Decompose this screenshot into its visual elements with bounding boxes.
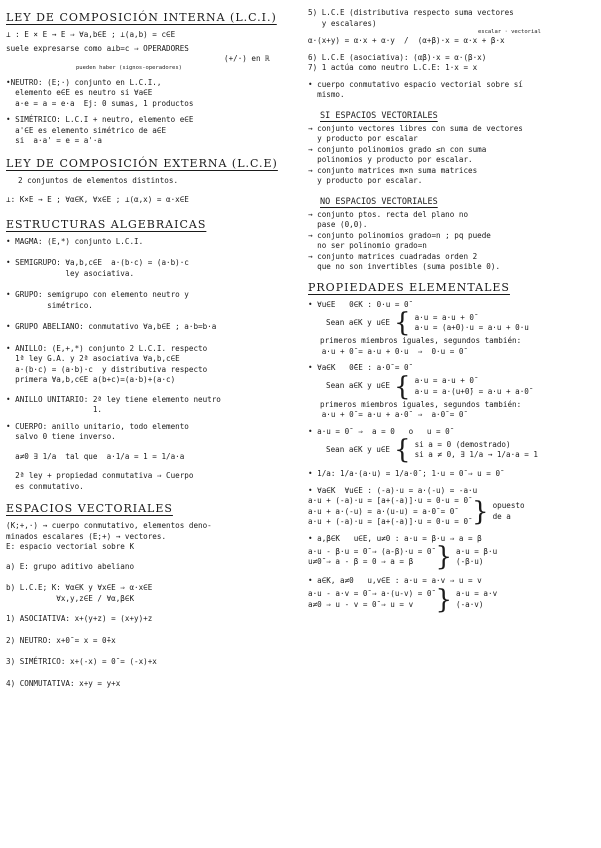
cuerpo-line-3: a≠0 ∃ 1/a tal que a·1/a = 1 = 1/a·a: [6, 451, 185, 461]
prop-f-side-2: (-a·v): [456, 599, 484, 609]
prop-c-equations: [415, 440, 538, 461]
prop-a-eq-2: a·u = (a+0)·u = a·u + 0·u: [414, 323, 529, 332]
prop-d-title: • ∀a∈K ∀u∈E : (-a)·u = a·(-u) = -a·u: [308, 485, 478, 495]
anillo-line-2: 1ª ley G.A. y 2ª asociativa ∀a,b,c∈E: [6, 354, 180, 363]
prop-b-title: • ∀a∈K 0̄∈E : a·0̄ = 0̄: [308, 363, 409, 372]
prop-c-premise: Sean a∈K y u∈E: [326, 444, 391, 454]
prop-f-eq-2: a≠0 ⇒ u - v = 0̄ ⇒ u = v: [308, 599, 414, 609]
brace-icon: {: [394, 308, 411, 338]
heading-lci: LEY DE COMPOSICIÓN INTERNA (L.C.I.): [6, 11, 277, 24]
prop-c-system: [308, 437, 596, 463]
prop-b-line-3: primeros miembros iguales, segundos también:: [320, 399, 522, 409]
cuerpo-line-2: salvo 0 tiene inverso.: [6, 432, 116, 441]
heading-espacios-vectoriales: ESPACIOS VECTORIALES: [6, 502, 173, 515]
prop-e-side: [456, 547, 497, 568]
magma-line: • MAGMA: (E,*) conjunto L.C.I.: [6, 236, 144, 246]
prop-d-eq-2: a·u + a·(-u) = a·(u-u) = a·0̄ = 0̄: [308, 506, 455, 516]
right-column: [308, 8, 596, 613]
lci-small-note: pueden haber (signos-operadores): [76, 64, 182, 71]
no-line-3: → conjunto polinomios grado=n ; pq puede: [308, 230, 491, 240]
cuerpo-line-4: 2ª ley + propiedad conmutativa ⇒ Cuerpo: [6, 471, 194, 480]
prop5-note: escalar · vectorial: [478, 29, 541, 35]
prop-f-equations: [308, 589, 431, 610]
prop-b-equations: [415, 376, 529, 397]
prop-e-eq-2: u≠0̄ ⇒ a - β = 0 ⇒ a = β: [308, 557, 414, 566]
si-line-1: → conjunto vectores libres con suma de vectores: [308, 123, 523, 133]
anillo-line-3: a·(b·c) = (a·b)·c y distributiva respecto: [6, 364, 208, 374]
prop-d-eq-3: a·u + (-a)·u = [a+(-a)]·u = 0·u = 0̄: [308, 517, 469, 526]
prop-b-premise: Sean a∈K y u∈E: [326, 381, 391, 391]
prop-e-eq-1: a·u - β·u = 0̄ ⇒ (a-β)·u = 0̄: [308, 546, 432, 556]
prop-f-title: • a∈K, a≠0 u,v∈E : a·u = a·v ⇒ u = v: [308, 576, 482, 585]
unitario-line-2: 1.: [6, 405, 103, 414]
prop-e-equations: [308, 547, 431, 568]
anillo-line-4: primera ∀a,b,c∈E a(b+c)=(a·b)+(a·c): [6, 375, 176, 384]
cuerpo-line-1: • CUERPO: anillo unitario, todo elemento: [6, 421, 189, 431]
prop-f-system: [308, 584, 596, 615]
simetrico-line-1: • SIMÉTRICO: L.C.I + neutro, elemento e∈E: [6, 115, 194, 124]
prop-d-eq-1: a·u + (-a)·u = [a+(-a)]·u = 0·u = 0̄: [308, 496, 469, 505]
grupo-line-2: simétrico.: [6, 300, 93, 310]
prop-f-side: [456, 589, 497, 610]
prop5-line-3: α·(x+y) = α·x + α·y / (α+β)·x = α·x + β·x: [308, 36, 505, 45]
prop-b-eq-2: a·u = a·(u+0̄) = a·u + a·0̄: [414, 386, 529, 396]
brace-icon: }: [435, 584, 452, 615]
prop-c-eq-2: si a ≠ 0, ∃ 1/a → 1/a·a = 1: [414, 450, 539, 459]
no-line-2: pase (0,0).: [308, 220, 368, 229]
heading-estructuras: ESTRUCTURAS ALGEBRAICAS: [6, 217, 207, 231]
prop-c-title: • a·u = 0̄ ⇒ a = 0 o u = 0̄: [308, 426, 450, 436]
left-column: [6, 8, 300, 689]
ev-axiom-a: a) E: grupo aditivo abeliano: [6, 561, 135, 571]
ev-prop-4: 4) CONMUTATIVA: x+y = y+x: [6, 678, 121, 688]
ev-axiom-b-2: ∀x,y,z∈E / ∀α,β∈K: [6, 593, 135, 603]
no-line-5: → conjunto matrices cuadradas orden 2: [308, 251, 478, 261]
prop-b-line-4: a·u + 0̄ = a·u + a·0̄ ⇒ a·0̄ = 0̄: [308, 410, 464, 419]
anillo-line-1: • ANILLO: (E,+,*) conjunto 2 L.C.I. respecto: [6, 343, 208, 353]
prop-e-system: [308, 544, 596, 570]
semigrupo-line-1: • SEMIGRUPO: ∀a,b,c∈E a·(b·c) = (a·b)·c: [6, 258, 189, 267]
lce-line-2: ⊥: K×E → E ; ∀α∈K, ∀x∈E ; ⊥(α,x) = α·x∈E: [6, 195, 189, 204]
prop6-line: 6) L.C.E (asociativa): (αβ)·x = α·(β·x): [308, 52, 487, 62]
heading-si-espacios: SI ESPACIOS VECTORIALES: [320, 110, 438, 121]
prop-a-eq-1: a·u = a·u + 0̄: [414, 312, 474, 322]
ev-prop-3: 3) SIMÉTRICO: x+(-x) = 0̄ = (-x)+x: [6, 657, 157, 666]
prop-e-side-1: a·u = β·u: [456, 546, 498, 556]
no-line-6: que no son invertibles (suma posible 0).: [308, 262, 501, 271]
abeliano-line: • GRUPO ABELIANO: conmutativo ∀a,b∈E ; a·b=b·a: [6, 322, 217, 331]
ev-line-3: E: espacio vectorial sobre K: [6, 542, 135, 551]
prop-b-eq-1: a·u = a·u + 0̄: [414, 376, 474, 385]
unitario-line-1: • ANILLO UNITARIO: 2ª ley tiene elemento neutro: [6, 394, 221, 404]
lci-note-2: (+/·) en ℝ: [224, 54, 270, 63]
prop-c-line-3: • 1/a: 1/a·(a·u) = 1/a·0̄ ; 1·u = 0̄ ⇒ u = 0̄: [308, 469, 501, 478]
prop-d-equations: [308, 496, 468, 528]
prop-a-line-3: primeros miembros iguales, segundos también:: [320, 336, 522, 345]
ev-prop-2: 2) NEUTRO: x+0̄ = x = 0̄+x: [6, 635, 116, 645]
prop-a-system: [308, 310, 596, 336]
semigrupo-line-2: ley asociativa.: [6, 268, 135, 278]
si-line-5: → conjunto matrices m×n suma matrices: [308, 165, 478, 175]
ev-prop-1: 1) ASOCIATIVA: x+(y+z) = (x+y)+z: [6, 614, 153, 623]
ev-line-2: minados escalares (E;+) → vectores.: [6, 531, 167, 541]
brace-icon: }: [435, 542, 452, 572]
neutro-line-1: •NEUTRO: (E;·) conjunto en L.C.I.,: [6, 77, 162, 87]
brace-icon: {: [394, 371, 411, 402]
prop-d-side: opuesto de a: [492, 501, 525, 521]
si-line-6: y producto por escalar.: [308, 176, 423, 185]
ev-line-1: (K;+,·) → cuerpo conmutativo, elementos deno-: [6, 521, 212, 530]
ev-axiom-b-1: b) L.C.E; K: ∀α∈K y ∀x∈E ⇒ α·x∈E: [6, 583, 153, 592]
si-line-3: → conjunto polinomios grado ≤n con suma: [308, 144, 487, 154]
prop-a-line-4: a·u + 0̄ = a·u + 0·u ⇒ 0·u = 0̄: [308, 346, 464, 356]
simetrico-line-3: si a·a' = e = a'·a: [6, 136, 103, 145]
prop-c-eq-1: si a = 0 (demostrado): [414, 439, 511, 449]
cuerpo-line-5: es conmutativo.: [6, 481, 84, 491]
prop-e-title: • a,β∈K u∈E, u≠0 : a·u = β·u ⇒ a = β: [308, 533, 482, 543]
neutro-line-3: a·e = a = e·a Ej: 0 sumas, 1 productos: [6, 98, 194, 108]
grupo-line-1: • GRUPO: semigrupo con elemento neutro y: [6, 290, 189, 299]
prop5-line-2: y escalares): [308, 18, 377, 28]
prop-a-premise: Sean a∈K y u∈E: [326, 317, 391, 327]
cuerpo-ev-line-1: • cuerpo conmutativo espacio vectorial sobre sí: [308, 79, 523, 89]
prop-f-side-1: a·u = a·v: [456, 589, 498, 598]
si-line-4: polinomios y producto por escalar.: [308, 155, 473, 164]
neutro-line-2: elemento e∈E es neutro si ∀a∈E: [6, 88, 153, 97]
lce-line-1: 2 conjuntos de elementos distintos.: [18, 175, 179, 185]
brace-icon: }: [472, 496, 489, 527]
heading-lce: LEY DE COMPOSICIÓN EXTERNA (L.C.E): [6, 156, 278, 170]
simetrico-line-2: a'∈E es elemento simétrico de a∈E: [6, 125, 167, 135]
si-line-2: y producto por escalar: [308, 134, 418, 143]
heading-propiedades: PROPIEDADES ELEMENTALES: [308, 280, 510, 294]
lci-definition: ⊥ : E × E → E ⇒ ∀a,b∈E ; ⊥(a,b) = c∈E: [6, 30, 176, 39]
cuerpo-ev-line-2: mismo.: [308, 90, 345, 99]
prop-f-eq-1: a·u - a·v = 0̄ ⇒ a·(u-v) = 0̄: [308, 589, 432, 598]
heading-no-espacios: NO ESPACIOS VECTORIALES: [320, 196, 438, 207]
prop7-line: 7) 1 actúa como neutro L.C.E: 1·x = x: [308, 63, 478, 72]
prop-a-equations: [415, 313, 529, 334]
prop-d-system: [308, 496, 596, 528]
no-line-4: no ser polinomio grado=n: [308, 241, 427, 250]
brace-icon: {: [394, 435, 411, 465]
prop-b-system: [308, 371, 596, 402]
no-line-1: → conjunto ptos. recta del plano no: [308, 209, 469, 219]
lci-note: suele expresarse como a⊥b=c ⇒ OPERADORES: [6, 43, 189, 53]
prop-e-side-2: (-β·u): [456, 557, 484, 566]
prop-a-title: • ∀u∈E 0∈K : 0·u = 0̄: [308, 299, 409, 309]
prop5-line-1: 5) L.C.E (distributiva respecto suma vectores: [308, 8, 514, 17]
